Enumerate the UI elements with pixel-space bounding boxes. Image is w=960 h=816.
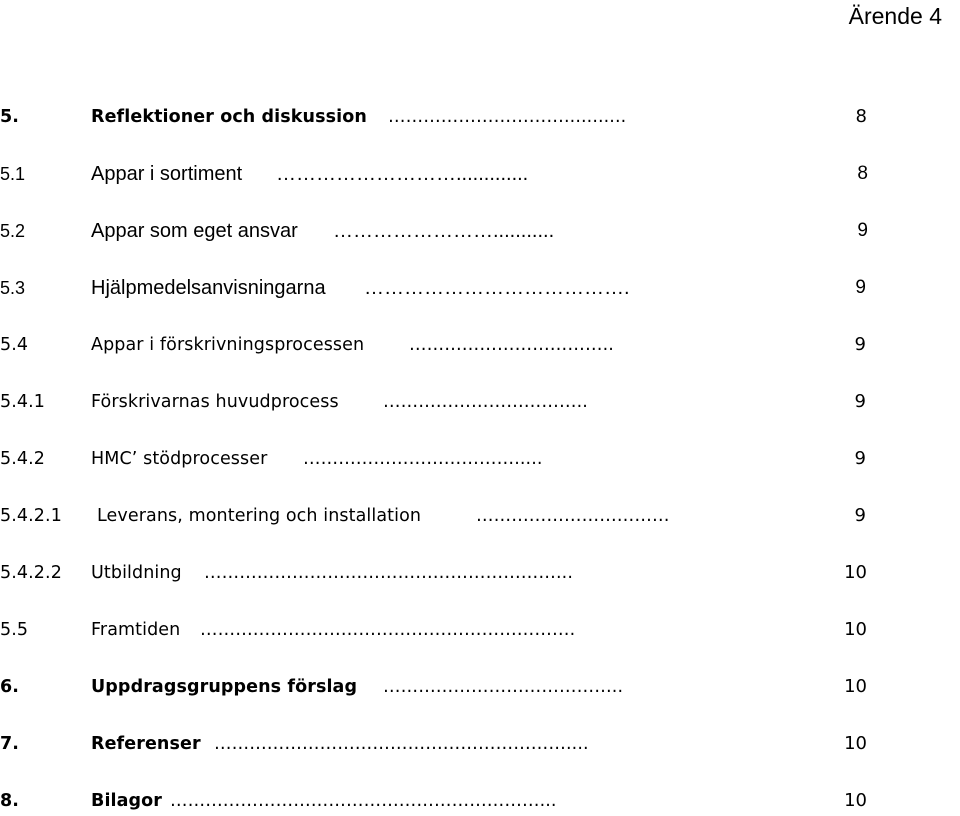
toc-entry-page: 9	[854, 448, 866, 469]
toc-entry-number: 5.2	[0, 221, 26, 241]
toc-entry-title: HMC’ stödprocesser	[91, 449, 268, 469]
toc-entry	[0, 672, 960, 702]
toc-entry-leader: …………………………………..	[383, 677, 624, 697]
toc-entry-leader: ………………………………………………………...	[170, 791, 557, 811]
toc-entry-leader: ……………………….............	[276, 163, 529, 185]
toc-entry-leader: ……………………………….....	[303, 449, 543, 469]
toc-entry-number: 5.1	[0, 164, 26, 184]
toc-entry-page: 10	[844, 676, 867, 697]
toc-entry-leader: ……………………………………………………....	[214, 734, 589, 754]
toc-entry-leader: ……………………...........	[333, 220, 555, 242]
toc-entry-number: 5.3	[0, 278, 26, 298]
toc-entry-number: 5.5	[0, 620, 29, 640]
toc-entry-page: 9	[855, 277, 866, 298]
toc-entry-leader: ……………………………..	[409, 335, 614, 355]
toc-entry-number: 5.4.2	[0, 449, 46, 469]
toc-entry-leader: ……………………………………………………...	[204, 563, 573, 583]
toc-entry-number: 5.4.2.2	[0, 563, 62, 583]
toc-entry	[0, 273, 960, 303]
toc-entry-page: 9	[857, 220, 868, 241]
document-header: Ärende 4	[848, 3, 942, 29]
toc-entry-page: 9	[854, 505, 866, 526]
toc-entry-leader: …………………………...........	[388, 107, 627, 127]
toc-entry	[0, 444, 960, 474]
toc-entry-title: Appar i sortiment	[91, 163, 243, 185]
toc-entry-title: Framtiden	[91, 620, 181, 640]
toc-entry	[0, 159, 960, 189]
toc-entry-title: Bilagor	[91, 791, 163, 811]
toc-entry-page: 9	[854, 334, 866, 355]
toc-entry	[0, 615, 960, 645]
toc-entry-page: 10	[844, 619, 867, 640]
toc-entry	[0, 216, 960, 246]
toc-entry-leader: ……………………………	[476, 506, 670, 526]
toc-entry-leader: ……………………………..	[383, 392, 588, 412]
toc-entry	[0, 501, 960, 531]
toc-entry-title: Appar i förskrivningsprocessen	[91, 335, 365, 355]
toc-entry-page: 10	[844, 562, 867, 583]
toc-entry-number: 5.4	[0, 335, 29, 355]
toc-entry-number: 6.	[0, 677, 20, 697]
toc-entry	[0, 558, 960, 588]
toc-entry-title: Referenser	[91, 734, 201, 754]
toc-entry-title: Leverans, montering och installation	[97, 506, 422, 526]
toc-entry-title: Uppdragsgruppens förslag	[91, 677, 358, 697]
toc-entry-title: Förskrivarnas huvudprocess	[91, 392, 339, 412]
toc-entry-number: 5.4.1	[0, 392, 46, 412]
toc-entry	[0, 330, 960, 360]
toc-entry-number: 8.	[0, 791, 20, 811]
toc-entry-page: 10	[844, 733, 867, 754]
toc-entry-page: 9	[854, 391, 866, 412]
toc-entry-page: 10	[844, 790, 867, 811]
toc-entry-title: Utbildning	[91, 563, 182, 583]
toc-entry-page: 8	[857, 163, 868, 184]
toc-entry	[0, 786, 960, 816]
toc-entry-leader: ……………………………………………………….	[200, 620, 576, 640]
toc-entry-title: Hjälpmedelsanvisningarna	[91, 277, 326, 299]
toc-entry	[0, 729, 960, 759]
toc-entry-title: Reflektioner och diskussion	[91, 107, 367, 127]
toc-entry-number: 7.	[0, 734, 20, 754]
toc-entry-number: 5.	[0, 107, 20, 127]
toc-entry-number: 5.4.2.1	[0, 506, 62, 526]
toc-entry-title: Appar som eget ansvar	[91, 220, 298, 242]
toc-entry	[0, 387, 960, 417]
toc-entry	[0, 102, 960, 132]
toc-entry-leader: ………………………………….	[364, 277, 630, 299]
toc-entry-page: 8	[855, 106, 867, 127]
